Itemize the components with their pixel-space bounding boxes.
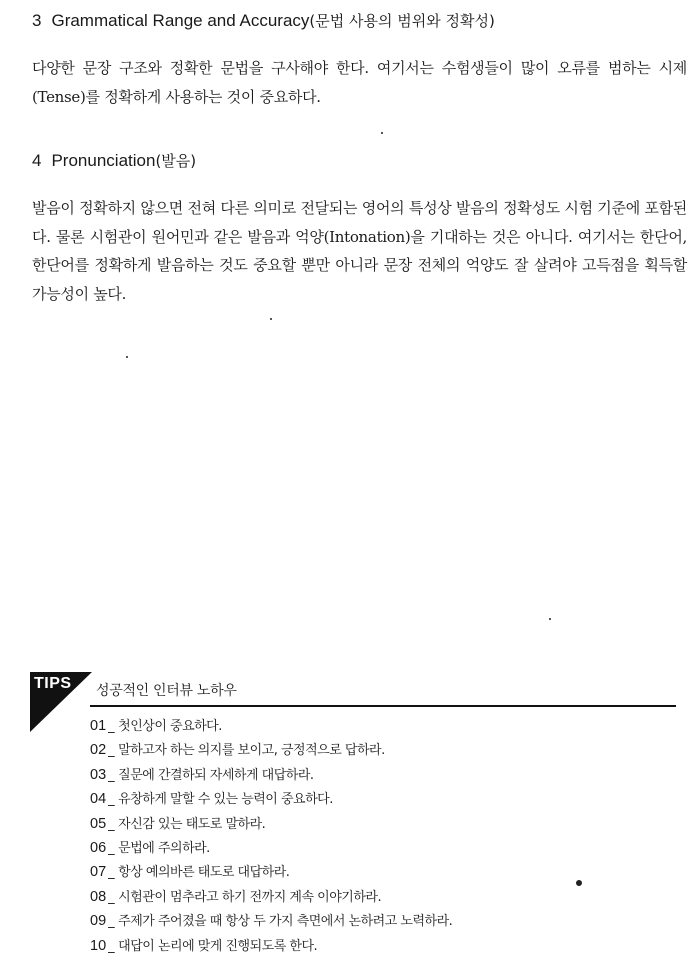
tip-item (90, 836, 452, 860)
tip-item (90, 714, 452, 738)
tip-dash: _ (108, 889, 115, 905)
section-title-korean: (문법 사용의 범위와 정확성) (309, 12, 495, 30)
tip-number: 07 (90, 864, 107, 881)
tip-number: 03 (90, 766, 107, 783)
tip-dash: _ (108, 865, 115, 881)
section-title-korean: (발음) (155, 152, 197, 170)
tip-dash: _ (108, 914, 115, 930)
tip-item (90, 812, 452, 836)
tip-dash: _ (108, 792, 115, 808)
tip-item (90, 885, 452, 909)
tip-dash: _ (108, 719, 115, 734)
tip-item (90, 787, 452, 811)
tip-dash: _ (108, 767, 115, 783)
section-number: 3 (32, 11, 42, 30)
scan-speck (381, 132, 383, 134)
tip-number: 05 (90, 815, 107, 832)
tip-item (90, 934, 452, 958)
tips-list (90, 714, 452, 958)
tip-number: 01 (90, 718, 107, 734)
tips-badge-label: TIPS (34, 675, 72, 692)
tip-dash: _ (108, 743, 115, 759)
section-heading (32, 10, 687, 32)
tip-item (90, 763, 452, 787)
section-body: 발음이 정확하지 않으면 전혀 다른 의미로 전달되는 영어의 특성상 발음의 정확성도 시험 기준에 포함된다. 물론 시험관이 원어민과 같은 발음과 억양(Intonation)을 기대하는 것은 아니다. 여기서는 한단어, 한단어를 정확하게 발음하는 것도 중요할 뿐만 아니라 문장 전체의 억양도 잘 살려야 고득점을 획득할 가능성이 높다. (32, 199, 687, 303)
tip-text: 유창하게 말할 수 있는 능력이 중요하다. (118, 792, 333, 808)
tip-number: 02 (90, 742, 107, 759)
tip-text: 대답이 논리에 맞게 진행되도록 한다. (118, 938, 318, 954)
tips-divider (90, 705, 676, 707)
tip-text: 문법에 주의하라. (118, 840, 210, 856)
scan-speck (126, 356, 128, 358)
section-grammatical-range (32, 10, 687, 111)
tip-text: 시험관이 멈추라고 하기 전까지 계속 이야기하라. (118, 889, 382, 905)
tip-text: 항상 예의바른 태도로 대답하라. (118, 865, 290, 881)
tip-number: 10 (90, 937, 107, 954)
section-heading (32, 150, 687, 172)
tip-text: 자신감 있는 태도로 말하라. (118, 816, 266, 832)
tip-number: 06 (90, 839, 107, 856)
tip-dash: _ (108, 816, 115, 832)
tip-item (90, 909, 452, 933)
section-title: Grammatical Range and Accuracy (51, 11, 310, 30)
tip-dash: _ (108, 840, 115, 856)
tip-item (90, 738, 452, 762)
tip-item (90, 860, 452, 884)
tip-dash: _ (108, 938, 115, 954)
tip-text: 주제가 주어졌을 때 항상 두 가지 측면에서 논하려고 노력하라. (118, 914, 453, 930)
scan-speck (270, 318, 272, 320)
tip-number: 08 (90, 888, 107, 905)
tip-number: 09 (90, 913, 107, 930)
scan-speck (549, 618, 551, 620)
tip-text: 말하고자 하는 의지를 보이고, 긍정적으로 답하라. (118, 743, 385, 759)
tip-text: 질문에 간결하되 자세하게 대답하라. (118, 767, 314, 783)
section-pronunciation (32, 150, 687, 308)
tip-text: 첫인상이 중요하다. (118, 719, 222, 734)
section-body: 다양한 문장 구조와 정확한 문법을 구사해야 한다. 여기서는 수험생들이 많이 오류를 범하는 시제(Tense)를 정확하게 사용하는 것이 중요하다. (32, 59, 687, 106)
section-number: 4 (32, 151, 42, 170)
section-title: Pronunciation (51, 151, 156, 170)
tip-number: 04 (90, 791, 107, 808)
tips-box (30, 672, 678, 972)
tips-title: 성공적인 인터뷰 노하우 (96, 683, 237, 699)
